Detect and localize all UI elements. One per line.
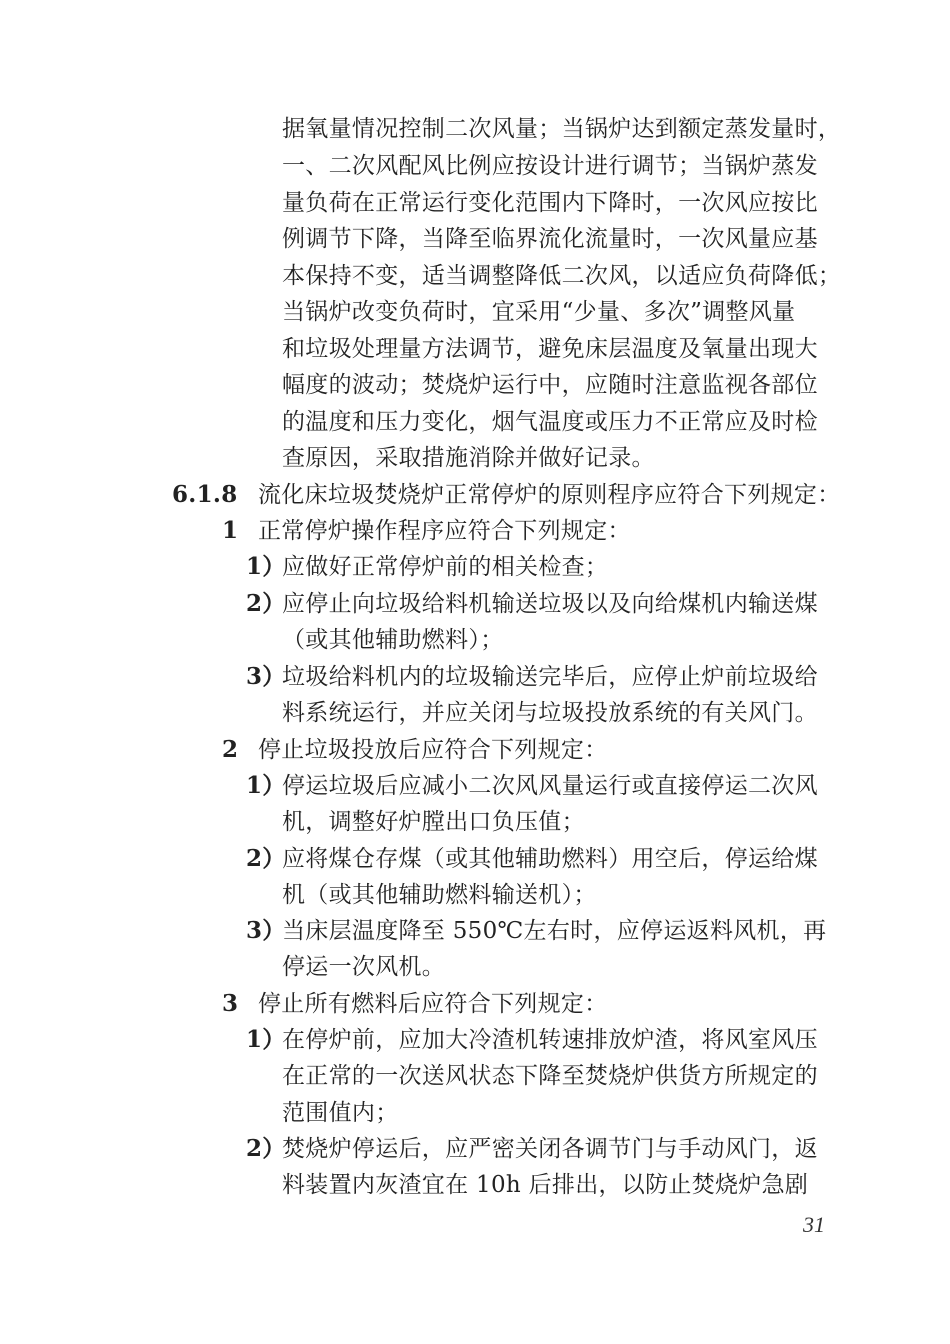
intro-line: 据氧量情况控制二次风量；当锅炉达到额定蒸发量时， xyxy=(282,116,842,142)
subitem-number: 3） xyxy=(246,917,286,944)
item-text: 停止所有燃料后应符合下列规定： xyxy=(258,991,608,1017)
subitem-number: 1） xyxy=(246,1026,286,1053)
subitem-line: 范围值内； xyxy=(282,1100,399,1126)
item-text: 正常停炉操作程序应符合下列规定： xyxy=(258,518,631,544)
item-number: 3 xyxy=(222,990,239,1017)
subitem-line: 在停炉前，应加大冷渣机转速排放炉渣，将风室风压 xyxy=(282,1027,818,1053)
subitem-line: （或其他辅助燃料）； xyxy=(282,627,504,653)
intro-line: 例调节下降，当降至临界流化流量时，一次风量应基 xyxy=(282,226,818,252)
intro-line: 当锅炉改变负荷时，宜采用“少量、多次”调整风量 xyxy=(282,299,796,325)
subitem-line: 应将煤仓存煤（或其他辅助燃料）用空后，停运给煤 xyxy=(282,846,818,872)
clause-number: 6.1.8 xyxy=(172,481,238,508)
intro-line: 量负荷在正常运行变化范围内下降时，一次风应按比 xyxy=(282,190,818,216)
page-number: 31 xyxy=(803,1212,825,1237)
subitem-line: 当床层温度降至 550℃左右时，应停运返料风机，再 xyxy=(282,918,827,944)
intro-line: 本保持不变，适当调整降低二次风，以适应负荷降低； xyxy=(282,263,842,289)
subitem-number: 2） xyxy=(246,1135,286,1162)
subitem-number: 1） xyxy=(246,553,286,580)
subitem-line: 焚烧炉停运后，应严密关闭各调节门与手动风门，返 xyxy=(282,1136,818,1162)
item-number: 2 xyxy=(222,736,239,763)
intro-line: 幅度的波动；焚烧炉运行中，应随时注意监视各部位 xyxy=(282,372,818,398)
subitem-number: 1） xyxy=(246,772,286,799)
subitem-line: 机，调整好炉膛出口负压值； xyxy=(282,809,585,835)
subitem-line: 停运垃圾后应减小二次风风量运行或直接停运二次风 xyxy=(282,773,818,799)
item-text: 停止垃圾投放后应符合下列规定： xyxy=(258,737,608,763)
subitem-line: 停运一次风机。 xyxy=(282,954,446,980)
subitem-number: 3） xyxy=(246,663,286,690)
intro-line: 的温度和压力变化，烟气温度或压力不正常应及时检 xyxy=(282,409,818,435)
intro-line: 查原因，采取措施消除并做好记录。 xyxy=(282,445,655,471)
subitem-line: 机（或其他辅助燃料输送机）； xyxy=(282,882,597,908)
subitem-line: 在正常的一次送风状态下降至焚烧炉供货方所规定的 xyxy=(282,1063,818,1089)
subitem-line: 料装置内灰渣宜在 10h 后排出，以防止焚烧炉急剧 xyxy=(282,1172,809,1198)
subitem-line: 应停止向垃圾给料机输送垃圾以及向给煤机内输送煤 xyxy=(282,591,818,617)
intro-line: 一、二次风配风比例应按设计进行调节；当锅炉蒸发 xyxy=(282,153,818,179)
subitem-number: 2） xyxy=(246,590,286,617)
intro-line: 和垃圾处理量方法调节，避免床层温度及氧量出现大 xyxy=(282,336,818,362)
item-number: 1 xyxy=(222,517,239,544)
subitem-number: 2） xyxy=(246,845,286,872)
clause-text: 流化床垃圾焚烧炉正常停炉的原则程序应符合下列规定： xyxy=(258,482,841,508)
subitem-line: 料系统运行，并应关闭与垃圾投放系统的有关风门。 xyxy=(282,700,818,726)
subitem-line: 垃圾给料机内的垃圾输送完毕后，应停止炉前垃圾给 xyxy=(282,664,818,690)
subitem-line: 应做好正常停炉前的相关检查； xyxy=(282,554,609,580)
